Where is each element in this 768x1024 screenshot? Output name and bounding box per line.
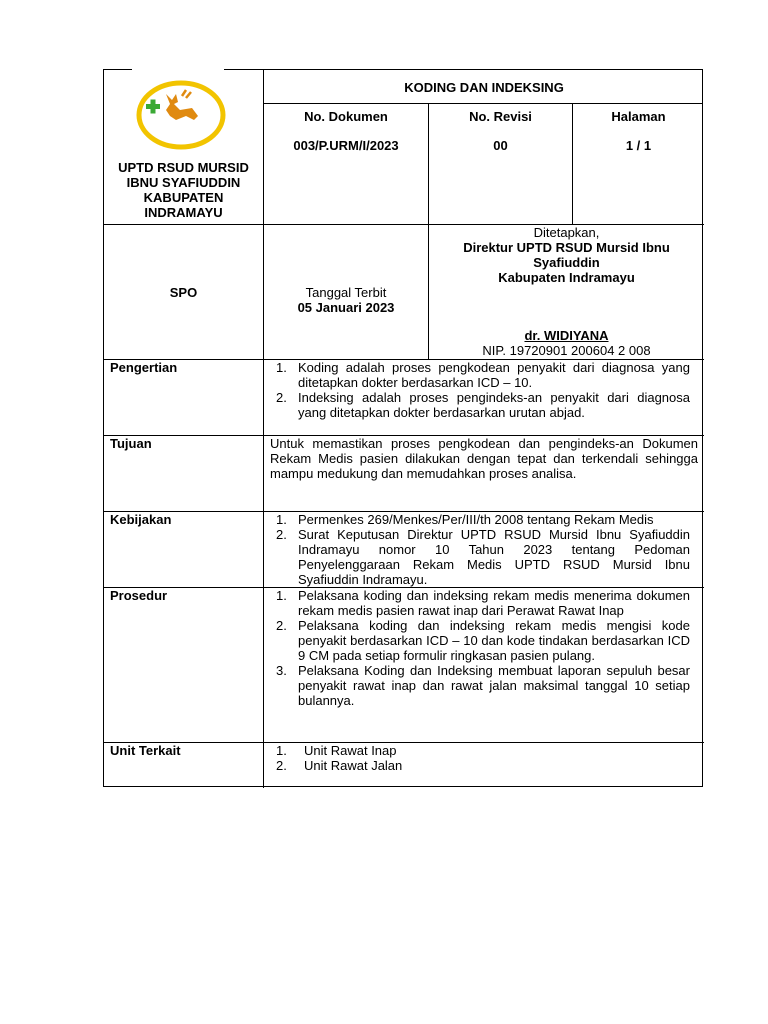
section-body-prosedur bbox=[270, 588, 690, 708]
revision-value: 00 bbox=[493, 138, 508, 153]
list-item: 1. Koding adalah proses pengkodean penyakit dari diagnosa yang ditetapkan dokter berdasarkan ICD – 10. bbox=[276, 360, 690, 390]
issue-date-block bbox=[264, 285, 428, 315]
list-item: 2. Surat Keputusan Direktur UPTD RSUD Mursid Ibnu Syafiuddin Indramayu nomor 10 Tahun 2023 tentang Pedoman Penyelenggaraan Rekam Medis UPTD RSUD Mursid Ibnu Syafiuddin Indramayu. bbox=[276, 527, 690, 587]
list-item: 3. Pelaksana Koding dan Indeksing membuat laporan sepuluh besar penyakit rawat inap dan rawat jalan maksimal tanggal 10 setiap bulannya. bbox=[276, 663, 690, 708]
revision-label: No. Revisi bbox=[469, 109, 532, 124]
signer-block bbox=[429, 328, 704, 358]
logo-border-gap bbox=[132, 68, 224, 72]
section-label-kebijakan: Kebijakan bbox=[110, 512, 172, 527]
section-label-tujuan: Tujuan bbox=[110, 436, 152, 451]
divider-title bbox=[263, 103, 703, 104]
spo-document bbox=[103, 69, 703, 787]
section-body-tujuan: Untuk memastikan proses pengkodean dan pengindeks-an Dokumen Rekam Medis pasien dilakukan dengan tepat dan terkendali sehingga mampu medukung dan memudahkan proses analisa. bbox=[270, 436, 698, 481]
approval-block bbox=[429, 225, 704, 285]
list-item: 1. Permenkes 269/Menkes/Per/III/th 2008 tentang Rekam Medis bbox=[276, 512, 654, 527]
director-line-2: Syafiuddin bbox=[533, 255, 600, 270]
section-label-pengertian: Pengertian bbox=[110, 360, 178, 375]
director-line-3: Kabupaten Indramayu bbox=[498, 270, 635, 285]
doc-number-value: 003/P.URM/I/2023 bbox=[293, 138, 399, 153]
list-item: 1. Unit Rawat Inap bbox=[276, 743, 397, 758]
page-value: 1 / 1 bbox=[625, 138, 652, 153]
list-item: 1. Pelaksana koding dan indeksing rekam medis menerima dokumen rekam medis pasien rawat inap dari Perawat Rawat Inap bbox=[276, 588, 690, 618]
section-label-prosedur: Prosedur bbox=[110, 588, 168, 603]
list-item: 2. Pelaksana koding dan indeksing rekam medis mengisi kode penyakit berdasarkan ICD – 10 dan kode tindakan berdasarkan ICD 9 CM pada setiap formulir ringkasan pasien pulang. bbox=[276, 618, 690, 663]
page-label: Halaman bbox=[611, 109, 666, 124]
document-title: KODING DAN INDEKSING bbox=[404, 80, 564, 95]
signer-name: dr. WIDIYANA bbox=[524, 328, 609, 343]
list-item: 2. Unit Rawat Jalan bbox=[276, 758, 403, 773]
issue-date-label: Tanggal Terbit bbox=[305, 285, 387, 300]
divider-left-column bbox=[263, 70, 264, 788]
doc-number-label: No. Dokumen bbox=[304, 109, 388, 124]
section-label-unit-terkait: Unit Terkait bbox=[110, 743, 181, 758]
hospital-logo bbox=[136, 80, 226, 150]
spo-label: SPO bbox=[169, 285, 198, 300]
list-item: 2. Indeksing adalah proses pengindeks-an penyakit dari diagnosa yang ditetapkan dokter berdasarkan urutan abjad. bbox=[276, 390, 690, 420]
section-body-kebijakan bbox=[270, 512, 690, 587]
issue-date-value: 05 Januari 2023 bbox=[297, 300, 395, 315]
set-label: Ditetapkan, bbox=[533, 225, 600, 240]
section-body-unit-terkait bbox=[270, 743, 690, 773]
section-body-pengertian bbox=[270, 360, 690, 420]
signer-nip: NIP. 19720901 200604 2 008 bbox=[482, 343, 651, 358]
director-line-1: Direktur UPTD RSUD Mursid Ibnu bbox=[463, 240, 670, 255]
org-name: UPTD RSUD MURSID IBNU SYAFIUDDIN KABUPATEN INDRAMAYU bbox=[118, 160, 249, 220]
